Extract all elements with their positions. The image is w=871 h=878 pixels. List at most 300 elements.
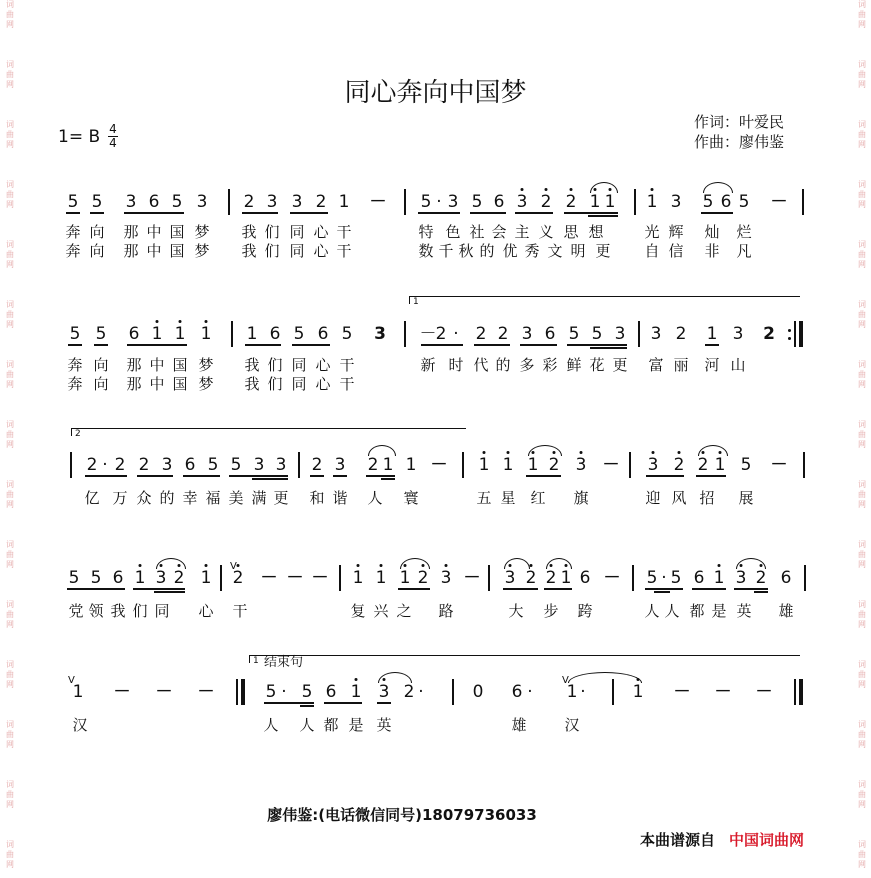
lyric: 想 — [588, 223, 604, 241]
underline — [183, 475, 220, 477]
note-value: 3 — [440, 568, 452, 588]
watermark-text: 词 曲 网 — [858, 480, 866, 509]
lyric: 中 — [149, 356, 165, 374]
lyric: 奔 — [65, 242, 81, 260]
high-octave-dot — [179, 320, 182, 323]
lyric: 梦 — [198, 375, 214, 393]
note — [472, 678, 484, 706]
watermark-text: 词 曲 网 — [858, 780, 866, 809]
note-value: 5 — [341, 324, 353, 344]
note-value: 3 — [378, 682, 390, 702]
note — [352, 564, 364, 592]
note-value: 5 — [230, 455, 242, 475]
note-value: 3 — [732, 324, 744, 344]
note-value: · — [661, 568, 667, 588]
note — [375, 564, 387, 592]
note-value: 2 — [173, 568, 185, 588]
high-octave-dot — [205, 564, 208, 567]
note-value: 2 — [86, 455, 98, 475]
note-value: 2 — [417, 568, 429, 588]
note-value: － — [714, 682, 732, 702]
lyric: 义 — [538, 223, 554, 241]
underline — [310, 475, 324, 477]
note — [675, 320, 687, 348]
volta-first-ending — [409, 296, 800, 307]
note-value: 2 — [545, 568, 557, 588]
note-value: 6 — [579, 568, 591, 588]
lyric: 特 — [418, 223, 434, 241]
note — [527, 678, 533, 706]
lyric: 更 — [612, 356, 628, 374]
note-value: 3 — [504, 568, 516, 588]
note-value: 1 — [134, 568, 146, 588]
high-octave-dot — [156, 320, 159, 323]
note — [369, 188, 387, 216]
note-value: 2 — [755, 568, 767, 588]
note-value: 5 — [207, 455, 219, 475]
note-value: 6 — [511, 682, 523, 702]
left-watermark-strip — [2, 0, 18, 878]
high-octave-dot — [652, 451, 655, 454]
note-value: 6 — [780, 568, 792, 588]
slur — [368, 445, 396, 456]
lyric: 步 — [543, 602, 559, 620]
underline — [515, 212, 553, 214]
note-value: 3 — [275, 455, 287, 475]
note-value: － — [369, 192, 387, 212]
underline — [421, 344, 463, 346]
lyrics-line-1-verse-1 — [0, 224, 871, 240]
note-value: 1 — [72, 682, 84, 702]
note — [738, 188, 750, 216]
note-value: 3 — [516, 192, 528, 212]
lyric: 新 — [420, 356, 436, 374]
lyric: 梦 — [194, 223, 210, 241]
lyric: 人 — [664, 602, 680, 620]
lyric: 汉 — [72, 716, 88, 734]
slur — [528, 445, 562, 456]
watermark-text: 词 曲 网 — [858, 660, 866, 689]
lyric: 中 — [146, 242, 162, 260]
high-octave-dot — [507, 451, 510, 454]
underline — [696, 475, 726, 477]
lyric: 灿 — [704, 223, 720, 241]
lyric: 们 — [267, 375, 283, 393]
note — [740, 451, 752, 479]
watermark-text: 词 曲 网 — [6, 480, 14, 509]
note — [763, 320, 775, 348]
note — [338, 188, 350, 216]
lyric: 干 — [232, 602, 248, 620]
note — [770, 188, 788, 216]
lyric: 都 — [689, 602, 705, 620]
note — [200, 564, 212, 592]
note-value: 6 — [148, 192, 160, 212]
lyric: 迎 — [645, 489, 661, 507]
underline — [645, 588, 683, 590]
note-value: 3 — [266, 192, 278, 212]
slur — [156, 558, 186, 569]
note — [197, 678, 215, 706]
note-value: 2 — [548, 455, 560, 475]
barline — [231, 321, 233, 347]
note-value: 1 — [405, 455, 417, 475]
lyric: 人 — [299, 716, 315, 734]
lyric: 国 — [172, 356, 188, 374]
composer-contact: 廖伟鉴:(电话微信同号)18079736033 — [267, 806, 537, 824]
lyrics-line-4 — [0, 603, 871, 619]
breath-mark: V — [68, 675, 75, 686]
lyric: 五 — [476, 489, 492, 507]
underline — [137, 475, 173, 477]
lyric: 光 — [644, 223, 660, 241]
note-value: 1 — [200, 324, 212, 344]
note-value: 6 — [544, 324, 556, 344]
watermark-text: 词 曲 网 — [858, 60, 866, 89]
note-value: 5 — [738, 192, 750, 212]
note-value: 2 — [675, 324, 687, 344]
underline — [66, 212, 80, 214]
underline — [127, 344, 187, 346]
time-signature-bottom: 4 — [109, 136, 117, 150]
underline — [474, 344, 510, 346]
time-signature — [108, 123, 118, 150]
note-value: 3 — [614, 324, 626, 344]
note — [341, 320, 353, 348]
source-credit — [640, 829, 804, 850]
note-value: 5 — [740, 455, 752, 475]
lyric: 丽 — [673, 356, 689, 374]
watermark-text: 词 曲 网 — [6, 0, 14, 29]
double-underline — [154, 591, 185, 593]
lyric: 主 — [514, 223, 530, 241]
lyric: 奔 — [67, 356, 83, 374]
lyric: 千 — [438, 242, 454, 260]
note-value: 5 — [91, 192, 103, 212]
note-value: － — [286, 568, 304, 588]
lyric: 英 — [376, 716, 392, 734]
note-value: － — [755, 682, 773, 702]
lyric: 梦 — [198, 356, 214, 374]
lyric: 花 — [589, 356, 605, 374]
note-value: 2 — [497, 324, 509, 344]
watermark-text: 词 曲 网 — [6, 60, 14, 89]
lyric: 河 — [704, 356, 720, 374]
lyric: 干 — [336, 223, 352, 241]
barline — [404, 189, 406, 215]
note — [575, 451, 587, 479]
lyric: 我 — [110, 602, 126, 620]
watermark-text: 词 曲 网 — [6, 300, 14, 329]
note — [155, 678, 173, 706]
note-value: 2 — [525, 568, 537, 588]
lyric: 们 — [264, 242, 280, 260]
lyric: 领 — [88, 602, 104, 620]
note-value: 1 — [399, 568, 411, 588]
underline — [564, 212, 618, 214]
slur — [698, 445, 728, 456]
barline — [632, 565, 634, 591]
note-value: 6 — [325, 682, 337, 702]
underline — [526, 475, 561, 477]
high-octave-dot — [718, 564, 721, 567]
lyric: 寰 — [403, 489, 419, 507]
note — [478, 451, 490, 479]
lyric: 人 — [644, 602, 660, 620]
note-value: · — [436, 192, 442, 212]
double-underline — [588, 215, 618, 217]
note-value: 3 — [196, 192, 208, 212]
underline — [520, 344, 557, 346]
note-value: 5 — [420, 192, 432, 212]
slur — [400, 558, 430, 569]
note — [463, 564, 481, 592]
note — [430, 451, 448, 479]
watermark-text: 词 曲 网 — [6, 540, 14, 569]
lyric: 人 — [263, 716, 279, 734]
lyric: 思 — [563, 223, 579, 241]
lyric: 是 — [711, 602, 727, 620]
underline — [229, 475, 288, 477]
barline — [488, 565, 490, 591]
lyric: 干 — [339, 375, 355, 393]
barline — [794, 321, 796, 347]
underline — [544, 588, 572, 590]
note-value: 5 — [293, 324, 305, 344]
high-octave-dot — [357, 564, 360, 567]
lyric: 心 — [313, 242, 329, 260]
watermark-text: 词 曲 网 — [6, 360, 14, 389]
note — [374, 320, 386, 348]
lyric: 路 — [438, 602, 454, 620]
note-value: 6 — [112, 568, 124, 588]
volta-second-ending — [71, 428, 466, 439]
note-value: 3 — [374, 324, 386, 344]
lyric: 信 — [668, 242, 684, 260]
notation-line-1 — [0, 188, 871, 216]
note-value: － — [770, 192, 788, 212]
barline — [634, 189, 636, 215]
lyric: 烂 — [736, 223, 752, 241]
note — [632, 678, 644, 706]
watermark-text: 词 曲 网 — [858, 180, 866, 209]
lyric: 那 — [123, 223, 139, 241]
note-value: 5 — [67, 192, 79, 212]
lyric: 之 — [396, 602, 412, 620]
note-value: 1 — [713, 568, 725, 588]
source-site: 中国词曲网 — [729, 831, 805, 849]
note-value: － — [770, 455, 788, 475]
key-signature: 1= B — [58, 127, 101, 147]
lyric: 招 — [699, 489, 715, 507]
underline — [701, 212, 733, 214]
note-value: 6 — [493, 192, 505, 212]
note — [418, 678, 424, 706]
lyric: 兴 — [373, 602, 389, 620]
lyric: 彩 — [542, 356, 558, 374]
note-value: 5 — [265, 682, 277, 702]
lyric: 众 — [136, 489, 152, 507]
watermark-text: 词 曲 网 — [858, 120, 866, 149]
barline — [638, 321, 640, 347]
note-value: 3 — [670, 192, 682, 212]
lyrics-line-2-verse-1 — [0, 357, 871, 373]
note — [200, 320, 212, 348]
note-value: 5 — [68, 568, 80, 588]
high-octave-dot — [651, 188, 654, 191]
lyric: 复 — [350, 602, 366, 620]
underline — [85, 475, 127, 477]
note-value: － — [311, 568, 329, 588]
volta-number: 2 — [75, 429, 81, 439]
watermark-text: 词 曲 网 — [858, 420, 866, 449]
high-octave-dot — [205, 320, 208, 323]
underline — [366, 475, 395, 477]
lyric: 同 — [154, 602, 170, 620]
watermark-text: 词 曲 网 — [858, 720, 866, 749]
note-value: － — [113, 682, 131, 702]
note-value: － — [463, 568, 481, 588]
composer-credit: 作曲：廖伟鉴 — [694, 133, 785, 151]
lyric: 们 — [132, 602, 148, 620]
lyric: 英 — [736, 602, 752, 620]
slur — [703, 182, 733, 193]
note-value: 5 — [702, 192, 714, 212]
underline — [264, 702, 314, 704]
lyric: 更 — [273, 489, 289, 507]
note-value: 3 — [155, 568, 167, 588]
barline — [629, 452, 631, 478]
watermark-text: 词 曲 网 — [858, 600, 866, 629]
repeat-end-barline — [799, 321, 803, 347]
lyric: 雄 — [511, 716, 527, 734]
lyric: 山 — [730, 356, 746, 374]
lyric: 我 — [244, 356, 260, 374]
watermark-text: 词 曲 网 — [858, 360, 866, 389]
repeat-dot — [788, 329, 791, 332]
lyricist-credit: 作词：叶爱民 — [694, 113, 785, 131]
barline — [802, 189, 804, 215]
lyric: 会 — [491, 223, 507, 241]
note-value: · — [527, 682, 533, 702]
high-octave-dot — [570, 188, 573, 191]
note-value: 6 — [269, 324, 281, 344]
underline — [503, 588, 538, 590]
lyric: 心 — [315, 375, 331, 393]
note-value: 2 — [435, 324, 447, 344]
note-value: 3 — [647, 455, 659, 475]
lyric: 色 — [445, 223, 461, 241]
barline — [803, 452, 805, 478]
watermark-text: 词 曲 网 — [6, 660, 14, 689]
note-value: 5 — [646, 568, 658, 588]
slur — [568, 672, 642, 683]
lyric: 们 — [264, 223, 280, 241]
volta-ending-phrase — [249, 655, 800, 670]
final-barline — [799, 679, 803, 705]
double-underline — [300, 705, 314, 707]
barline — [462, 452, 464, 478]
notation-line-3 — [0, 451, 871, 479]
high-octave-dot — [355, 678, 358, 681]
note-value: 1 — [646, 192, 658, 212]
note-value: 1 — [246, 324, 258, 344]
note-value: 2 — [232, 568, 244, 588]
note — [755, 678, 773, 706]
lyric: 那 — [126, 375, 142, 393]
lyric: 旗 — [573, 489, 589, 507]
note — [196, 188, 208, 216]
high-octave-dot — [521, 188, 524, 191]
lyric: 向 — [93, 356, 109, 374]
note-value: 1 — [502, 455, 514, 475]
note-value: 2 — [673, 455, 685, 475]
barline — [228, 189, 230, 215]
underline — [567, 344, 627, 346]
lyric: 自 — [644, 242, 660, 260]
note — [405, 451, 417, 479]
underline — [245, 344, 281, 346]
song-title: 同心奔向中国梦 — [344, 78, 527, 108]
underline — [290, 212, 328, 214]
underline — [67, 588, 125, 590]
note-value: 1 — [604, 192, 616, 212]
lyric: 梦 — [194, 242, 210, 260]
note-value: 1 — [200, 568, 212, 588]
underline — [470, 212, 506, 214]
note — [603, 564, 621, 592]
lyric: 国 — [172, 375, 188, 393]
note-value: 1 — [589, 192, 601, 212]
underline — [124, 212, 184, 214]
slur — [378, 672, 412, 683]
note-value: 1 — [714, 455, 726, 475]
lyric: 国 — [169, 242, 185, 260]
note-value: 2 — [697, 455, 709, 475]
note — [602, 451, 620, 479]
underline — [734, 588, 768, 590]
lyric: 那 — [123, 242, 139, 260]
note-value: 3 — [125, 192, 137, 212]
lyric: 风 — [671, 489, 687, 507]
lyric: 心 — [313, 223, 329, 241]
note-value: 2 — [367, 455, 379, 475]
lyric: 美 — [228, 489, 244, 507]
double-underline — [381, 478, 395, 480]
lyric: 汉 — [564, 716, 580, 734]
lyric: 心 — [315, 356, 331, 374]
note — [113, 678, 131, 706]
double-underline — [654, 591, 670, 593]
underline — [242, 212, 278, 214]
note-value: 1 — [382, 455, 394, 475]
note-value: · — [102, 455, 108, 475]
lyric: 星 — [500, 489, 516, 507]
lyric: 向 — [89, 223, 105, 241]
high-octave-dot — [380, 564, 383, 567]
watermark-text: 词 曲 网 — [6, 780, 14, 809]
note-value: － — [419, 324, 437, 344]
note-value: 5 — [171, 192, 183, 212]
high-octave-dot — [678, 451, 681, 454]
slur — [736, 558, 766, 569]
note — [646, 188, 658, 216]
note — [732, 320, 744, 348]
lyric: 红 — [530, 489, 546, 507]
underline — [692, 588, 726, 590]
underline — [646, 475, 684, 477]
watermark-text: 词 曲 网 — [858, 0, 866, 29]
